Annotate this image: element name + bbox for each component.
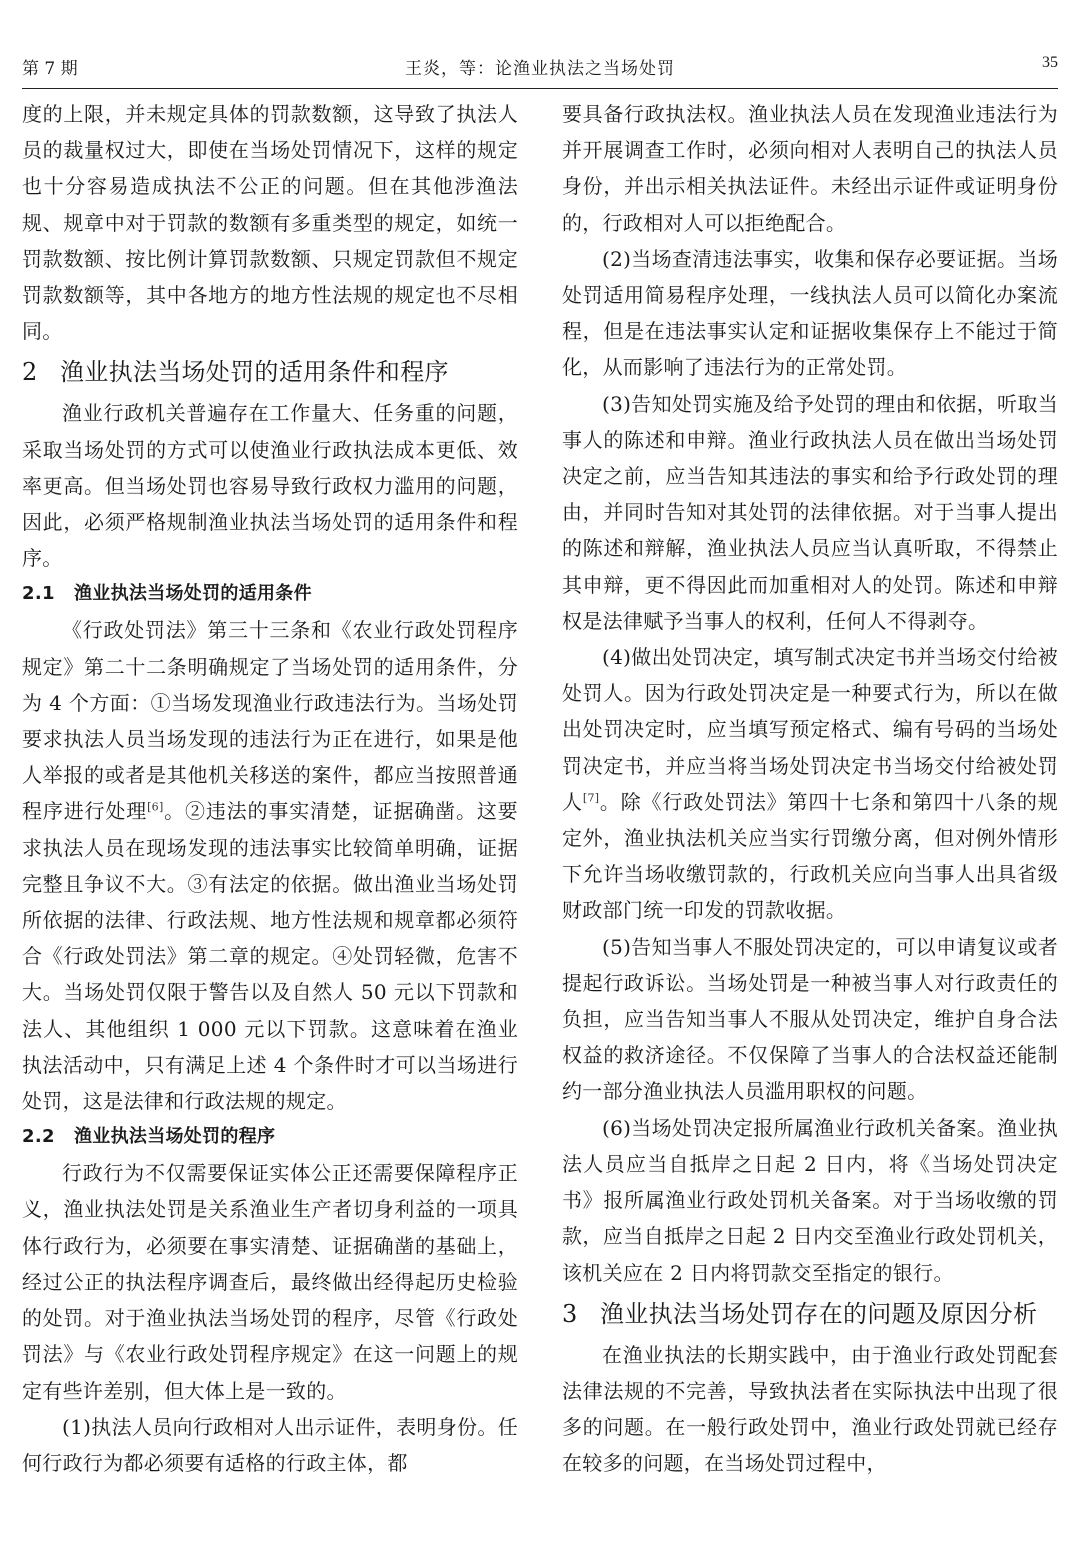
citation-ref: [7] bbox=[582, 791, 600, 805]
right-column bbox=[562, 96, 1058, 1482]
section-number: 3 bbox=[562, 1299, 578, 1328]
paragraph: (5)告知当事人不服处罚决定的，可以申请复议或者提起行政诉讼。当场处罚是一种被当事人对行政责任的负担，应当告知当事人不服从处罚决定，维护自身合法权益的救济途径。不仅保障了当事人的合法权益还能制约一部分渔业执法人员滥用职权的问题。 bbox=[562, 934, 1058, 1104]
paragraph: 行政行为不仅需要保证实体公正还需要保障程序正义，渔业执法处罚是关系渔业生产者切身利益的一项具体行政行为，必须要在事实清楚、证据确凿的基础上，经过公正的执法程序调查后，最终做出经得起历史检验的处罚。对于渔业执法当场处罚的程序，尽管《行政处罚法》与《农业行政处罚程序规定》在这一问题上的规定有些许差别，但大体上是一致的。 bbox=[22, 1161, 518, 1403]
page-number: 35 bbox=[1042, 54, 1058, 71]
running-header bbox=[22, 54, 1058, 82]
subsection-number: 2.1 bbox=[22, 583, 55, 605]
section-heading-2 bbox=[22, 353, 518, 391]
subsection-title: 渔业执法当场处罚的适用条件 bbox=[74, 583, 312, 605]
paragraph: 渔业行政机关普遍存在工作量大、任务重的问题，采取当场处罚的方式可以使渔业行政执法成本更低、效率更高。但当场处罚也容易导致行政权力滥用的问题，因此，必须严格规制渔业执法当场处罚的适用条件和程序。 bbox=[22, 401, 518, 571]
paragraph: (2)当场查清违法事实，收集和保存必要证据。当场处罚适用简易程序处理，一线执法人员可以简化办案流程，但是在违法事实认定和证据收集保存上不能过于简化，从而影响了违法行为的正常处罚。 bbox=[562, 246, 1058, 380]
paragraph: (3)告知处罚实施及给予处罚的理由和依据，听取当事人的陈述和申辩。渔业行政执法人员在做出当场处罚决定之前，应当告知其违法的事实和给予行政处罚的理由，并同时告知对其处罚的法律依据。对于当事人提出的陈述和辩解，渔业执法人员应当认真听取，不得禁止其申辩，更不得因此而加重相对人的处罚。陈述和申辩权是法律赋予当事人的权利，任何人不得剥夺。 bbox=[562, 391, 1058, 633]
subsection-title: 渔业执法当场处罚的程序 bbox=[74, 1126, 276, 1148]
subsection-heading-2-1 bbox=[22, 576, 518, 612]
subsection-heading-2-2 bbox=[22, 1119, 518, 1155]
paragraph-text: 。除《行政处罚法》第四十七条和第四十八条的规定外，渔业执法机关应当实行罚缴分离，但对例外情形下允许当场收缴罚款的，行政机关应向当事人出具省级财政部门统一印发的罚款收据。 bbox=[562, 789, 1058, 923]
section-title: 渔业执法当场处罚存在的问题及原因分析 bbox=[600, 1299, 1038, 1328]
subsection-number: 2.2 bbox=[22, 1126, 55, 1148]
paragraph-text: (4)做出处罚决定，填写制式决定书并当场交付给被处罚人。因为行政处罚决定是一种要式行为，所以在做出处罚决定时，应当填写预定格式、编有号码的当场处罚决定书，并应当将当场处罚决定书当场交付给被处罚人 bbox=[562, 645, 1058, 814]
section-number: 2 bbox=[22, 358, 38, 387]
paragraph: 要具备行政执法权。渔业执法人员在发现渔业违法行为并开展调查工作时，必须向相对人表明自己的执法人员身份，并出示相关执法证件。未经出示证件或证明身份的，行政相对人可以拒绝配合。 bbox=[562, 102, 1058, 235]
section-title: 渔业执法当场处罚的适用条件和程序 bbox=[60, 358, 449, 387]
paragraph: (6)当场处罚决定报所属渔业行政机关备案。渔业执法人员应当自抵岸之日起 2 日内，将《当场处罚决定书》报所属渔业行政处罚机关备案。对于当场收缴的罚款，应当自抵岸之日起 2 日内交至渔业行政处罚机关，该机关应在 2 日内将罚款交至指定的银行。 bbox=[562, 1115, 1058, 1285]
running-title: 王炎，等：论渔业执法之当场处罚 bbox=[405, 59, 675, 79]
paragraph: 在渔业执法的长期实践中，由于渔业行政处罚配套法律法规的不完善，导致执法者在实际执法中出现了很多的问题。在一般行政处罚中，渔业行政处罚就已经存在较多的问题，在当场处罚过程中， bbox=[562, 1342, 1058, 1476]
paragraph bbox=[22, 612, 518, 1119]
header-rule bbox=[22, 88, 1058, 89]
section-heading-3 bbox=[562, 1295, 1058, 1333]
paragraph-text: 《行政处罚法》第三十三条和《农业行政处罚程序规定》第二十二条明确规定了当场处罚的适用条件，分为 4 个方面：①当场发现渔业行政违法行为。当场处罚要求执法人员当场发现的违法行为正在进行，如果是他人举报的或者是其他机关移送的案件，都应当按照普通程序进行处理 bbox=[22, 618, 518, 824]
paragraph: (1)执法人员向行政相对人出示证件，表明身份。任何行政行为都必须要有适格的行政主体，都 bbox=[22, 1414, 518, 1475]
paragraph-text: 。②违法的事实清楚，证据确凿。这要求执法人员在现场发现的违法事实比较简单明确，证据完整且争议不大。③有法定的依据。做出渔业当场处罚所依据的法律、行政法规、地方性法规和规章都必须符合《行政处罚法》第二章的规定。④处罚轻微，危害不大。当场处罚仅限于警告以及自然人 50 元以下罚款和法人、其他组织 1 000 元以下罚款。这意味着在渔业执法活动中，只有满足上述 4 个条件时才可以当场进行处罚，这是法律和行政法规的规定。 bbox=[22, 799, 518, 1114]
issue-number: 第 7 期 bbox=[22, 59, 78, 79]
citation-ref: [6] bbox=[147, 800, 164, 814]
left-column bbox=[22, 96, 518, 1481]
paragraph: 度的上限，并未规定具体的罚款数额，这导致了执法人员的裁量权过大，即使在当场处罚情况下，这样的规定也十分容易造成执法不公正的问题。但在其他涉渔法规、规章中对于罚款的数额有多重类型的规定，如统一罚款数额、按比例计算罚款数额、只规定罚款但不规定罚款数额等，其中各地方的地方性法规的规定也不尽相同。 bbox=[22, 102, 518, 344]
paragraph bbox=[562, 639, 1058, 929]
